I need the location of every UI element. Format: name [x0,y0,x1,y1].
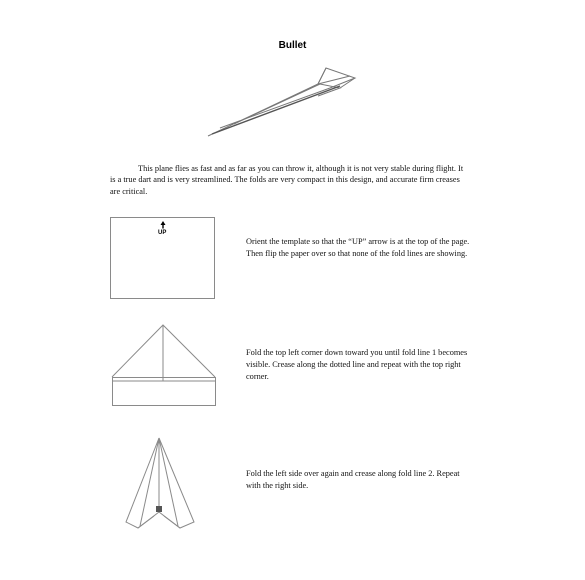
step-1-figure [110,217,215,299]
step-1-text: Orient the template so that the “UP” arrow is at the top of the page. Then flip the paper over so that none of the fold lines are showing. [246,237,470,258]
step-3-figure [124,436,196,532]
up-arrow-icon [161,221,166,229]
intro-paragraph: This plane flies as fast and as far as you can throw it, although it is not very stable during flight. It is a true dart and is very streamlined. The folds are very compact in this design, and accurate firm creases are critical. [110,164,464,196]
step-2-figure [110,323,218,407]
up-label: UP [158,230,167,236]
step-3-text: Fold the left side over again and crease along fold line 2. Repeat with the right side. [246,469,460,490]
step-2-text: Fold the top left corner down toward you until fold line 1 becomes visible. Crease along the dotted line and repeat with the top right corner. [246,348,468,381]
paper-plane-illustration [200,62,360,142]
page-title: Bullet [278,40,307,51]
